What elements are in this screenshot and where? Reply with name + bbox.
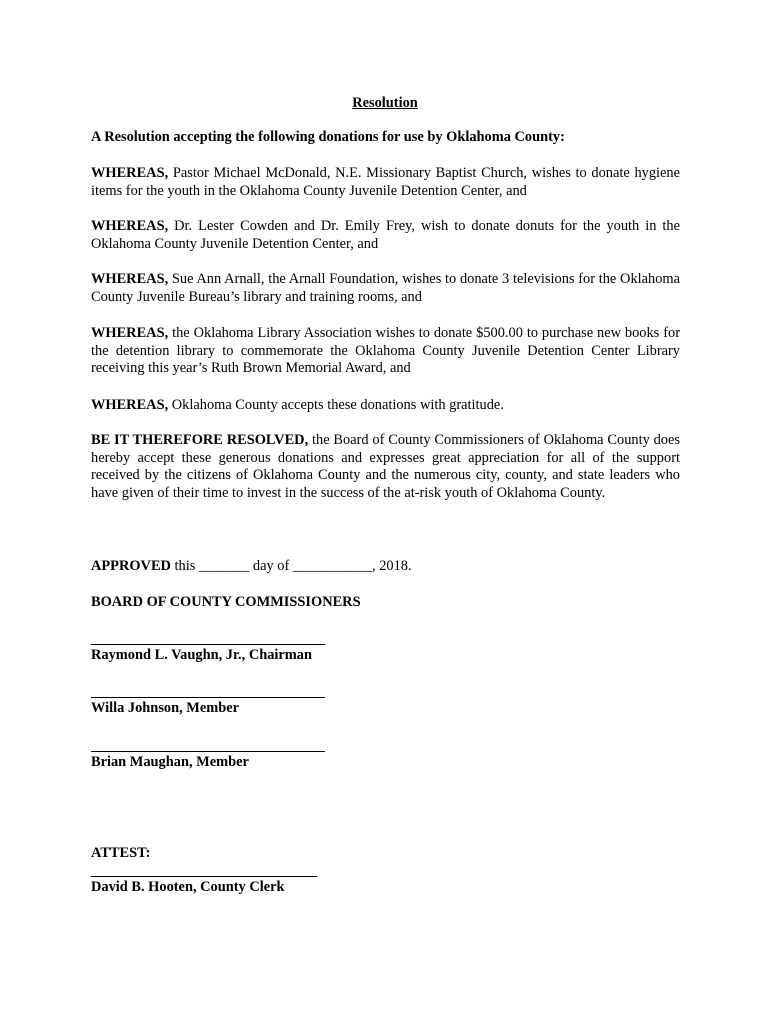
approved-line [91,558,680,576]
signatory-name: Brian Maughan, Member [91,754,249,770]
signature-line [91,751,325,752]
whereas-text: Pastor Michael McDonald, N.E. Missionary Baptist Church, wishes to donate hygiene items for the youth in the Oklahoma County Juvenile Detention Center, and [91,165,680,199]
whereas-text: Sue Ann Arnall, the Arnall Foundation, wishes to donate 3 televisions for the Oklahoma County Juvenile Bureau’s library and training rooms, and [91,271,680,305]
document-title: Resolution [352,95,418,111]
board-heading: BOARD OF COUNTY COMMISSIONERS [91,594,361,610]
signatory-name: Willa Johnson, Member [91,700,240,716]
whereas-lead: WHEREAS, [91,218,169,234]
whereas-lead: WHEREAS, [91,325,169,341]
signature-line [91,644,325,645]
approved-text: this _______ day of ___________, 2018. [170,558,412,574]
resolution-subtitle: A Resolution accepting the following donations for use by Oklahoma County: [91,129,565,145]
whereas-paragraph-2 [91,218,680,253]
signature-line [91,697,325,698]
resolved-paragraph [91,432,680,502]
whereas-paragraph-5 [91,397,680,415]
signatory-name: Raymond L. Vaughn, Jr., Chairman [91,647,312,663]
whereas-paragraph-1 [91,165,680,200]
whereas-paragraph-4 [91,325,680,378]
attest-label: ATTEST: [91,845,151,861]
whereas-paragraph-3 [91,271,680,306]
whereas-text: the Oklahoma Library Association wishes to donate $500.00 to purchase new books for the detention library to commemorate the Oklahoma County Juvenile Detention Center Library receiving this year’s Ruth Brown Memorial Award, and [91,325,680,376]
approved-lead: APPROVED [91,558,171,574]
clerk-name: David B. Hooten, County Clerk [91,879,285,895]
whereas-text: Dr. Lester Cowden and Dr. Emily Frey, wish to donate donuts for the youth in the Oklahoma County Juvenile Detention Center, and [91,218,680,252]
resolved-text: the Board of County Commissioners of Oklahoma County does hereby accept these generous donations and expresses great appreciation for all of the support received by the citizens of Oklahoma County and the numerous city, county, and state leaders who have given of their time to invest in the success of the at-risk youth of Oklahoma County. [91,432,680,501]
whereas-lead: WHEREAS, [91,165,169,181]
whereas-text: Oklahoma County accepts these donations with gratitude. [168,397,504,413]
resolved-lead: BE IT THEREFORE RESOLVED, [91,432,309,448]
signature-line [91,876,317,877]
whereas-lead: WHEREAS, [91,271,169,287]
whereas-lead: WHEREAS, [91,397,169,413]
